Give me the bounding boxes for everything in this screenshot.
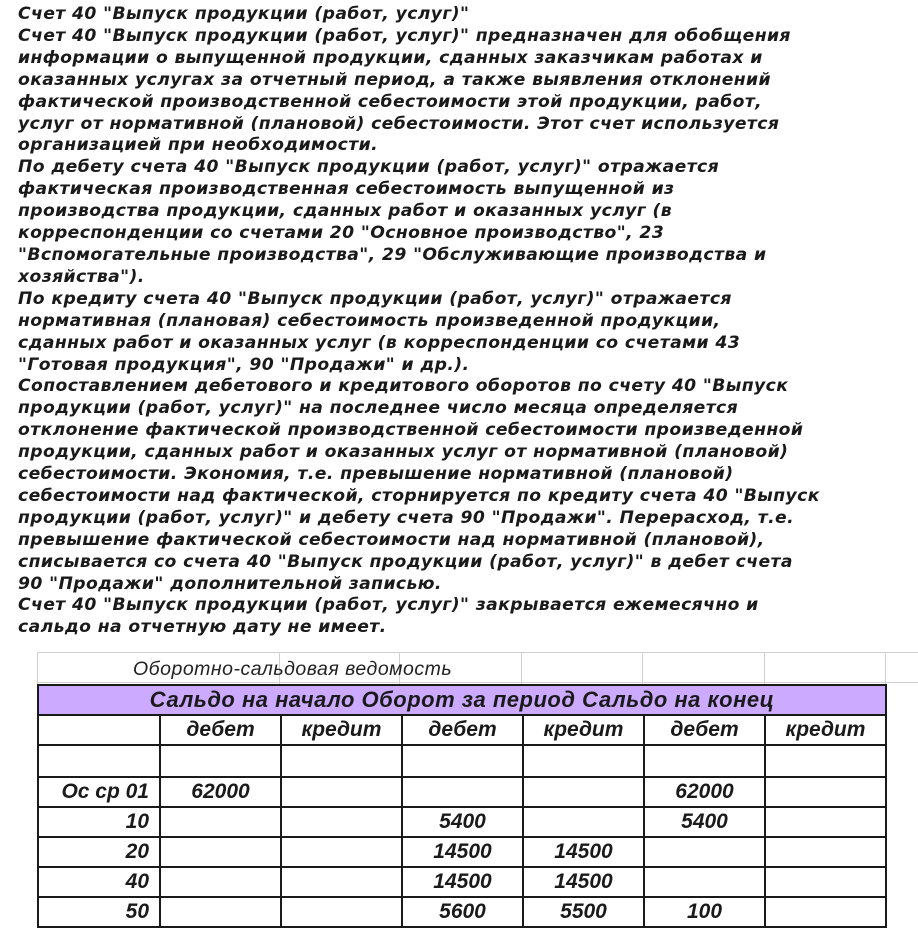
subheader-cell — [38, 715, 160, 745]
spreadsheet-area — [37, 652, 918, 923]
text-line: фактическая производственная себестоимость выпущенной из — [18, 179, 675, 200]
table-cell: 100 — [644, 897, 765, 927]
table-cell: 14500 — [523, 837, 644, 867]
table-cell — [523, 745, 644, 777]
table-cell — [160, 837, 281, 867]
subheader-cell: дебет — [160, 715, 281, 745]
table-row — [38, 867, 886, 897]
text-line: Счет 40 "Выпуск продукции (работ, услуг)" — [18, 4, 470, 24]
text-line: списывается со счета 40 "Выпуск продукции (работ, услуг)" в дебет счета — [18, 551, 793, 572]
document-text — [18, 4, 913, 639]
table-cell — [644, 867, 765, 897]
text-line: организацией при необходимости. — [18, 135, 379, 156]
table-cell — [281, 867, 402, 897]
table-row — [38, 777, 886, 807]
text-line: оказанных услугах за отчетный период, а также выявления отклонений — [18, 69, 771, 90]
table-cell — [281, 837, 402, 867]
table-cell — [160, 897, 281, 927]
text-line: себестоимости. Экономия, т.е. превышение нормативной (плановой) — [18, 464, 734, 485]
table-cell: 62000 — [160, 777, 281, 807]
table-cell: 14500 — [402, 837, 523, 867]
table-cell — [38, 745, 160, 777]
text-line: превышение фактической себестоимости над нормативной (плановой), — [18, 529, 765, 550]
table-row — [38, 837, 886, 867]
sheet-gridline — [885, 652, 886, 684]
subheader-cell: дебет — [644, 715, 765, 745]
table-cell — [281, 897, 402, 927]
table-cell — [765, 807, 886, 837]
text-line: продукции, сданных работ и оказанных услуг от нормативной (плановой) — [18, 442, 789, 463]
text-line: себестоимости над фактической, сторнируется по кредиту счета 40 "Выпуск — [18, 485, 820, 506]
table-header-row — [38, 685, 886, 715]
text-line: "Готовая продукция", 90 "Продажи" и др.). — [18, 354, 470, 375]
table-cell — [765, 777, 886, 807]
sheet-title: Оборотно-сальдовая ведомость — [133, 658, 453, 680]
table-cell — [281, 807, 402, 837]
row-label: 50 — [38, 897, 160, 927]
text-line: "Вспомогательные производства", 29 "Обслуживающие производства и — [18, 244, 767, 265]
text-line: нормативная (плановая) себестоимость произведенной продукции, — [18, 310, 721, 331]
table-cell: 5400 — [402, 807, 523, 837]
table-cell — [402, 777, 523, 807]
table-row — [38, 745, 886, 777]
table-row — [38, 807, 886, 837]
text-line: производства продукции, сданных работ и оказанных услуг (в — [18, 201, 673, 222]
table-cell: 5600 — [402, 897, 523, 927]
text-line: продукции (работ, услуг)" и дебету счета 90 "Продажи". Перерасход, т.е. — [18, 507, 795, 528]
table-subheader-row — [38, 715, 886, 745]
table-cell — [523, 777, 644, 807]
text-line: По кредиту счета 40 "Выпуск продукции (работ, услуг)" отражается — [18, 288, 732, 309]
table-cell — [402, 745, 523, 777]
table-cell: 5400 — [644, 807, 765, 837]
row-label: 40 — [38, 867, 160, 897]
table-cell — [765, 867, 886, 897]
table-cell — [765, 897, 886, 927]
sheet-gridline — [37, 652, 918, 653]
table-cell: 14500 — [523, 867, 644, 897]
text-line: услуг от нормативной (плановой) себестоимости. Этот счет используется — [18, 113, 780, 134]
table-cell: 14500 — [402, 867, 523, 897]
text-line: По дебету счета 40 "Выпуск продукции (работ, услуг)" отражается — [18, 157, 720, 178]
table-cell — [644, 745, 765, 777]
sheet-gridline — [642, 652, 643, 684]
table-cell — [281, 745, 402, 777]
sheet-gridline — [764, 652, 765, 684]
row-label: 20 — [38, 837, 160, 867]
sheet-gridline — [521, 652, 522, 684]
text-line: корреспонденции со счетами 20 "Основное производство", 23 — [18, 223, 665, 244]
table-cell — [523, 807, 644, 837]
text-line: Счет 40 "Выпуск продукции (работ, услуг)" предназначен для обобщения — [18, 25, 791, 46]
table-cell — [160, 807, 281, 837]
row-label: 10 — [38, 807, 160, 837]
table-cell — [281, 777, 402, 807]
table-cell — [160, 867, 281, 897]
table-cell: 62000 — [644, 777, 765, 807]
table-row — [38, 897, 886, 927]
sheet-gridline — [37, 682, 918, 683]
text-line: Сопоставлением дебетового и кредитового оборотов по счету 40 "Выпуск — [18, 376, 789, 397]
text-line: хозяйства"). — [18, 266, 145, 287]
subheader-cell: кредит — [281, 715, 402, 745]
text-line: сданных работ и оказанных услуг (в корреспонденции со счетами 43 — [18, 332, 741, 353]
balance-table — [37, 684, 887, 928]
row-label: Ос ср 01 — [38, 777, 160, 807]
text-line: продукции (работ, услуг)" на последнее число месяца определяется — [18, 398, 739, 419]
text-line: информации о выпущенной продукции, сданных заказчикам работах и — [18, 47, 763, 68]
header-cell: Сальдо на начало Оборот за период Сальдо на конец — [38, 685, 886, 715]
table-cell — [644, 837, 765, 867]
table-cell: 5500 — [523, 897, 644, 927]
subheader-cell: кредит — [765, 715, 886, 745]
table-cell — [765, 837, 886, 867]
table-cell — [160, 745, 281, 777]
text-line: Счет 40 "Выпуск продукции (работ, услуг)" закрывается ежемесячно и — [18, 595, 759, 616]
subheader-cell: дебет — [402, 715, 523, 745]
text-line: сальдо на отчетную дату не имеет. — [18, 617, 387, 638]
text-line: 90 "Продажи" дополнительной записью. — [18, 573, 442, 594]
text-line: отклонение фактической производственной себестоимости произведенной — [18, 420, 804, 441]
table-cell — [765, 745, 886, 777]
text-line: фактической производственной себестоимости этой продукции, работ, — [18, 91, 763, 112]
subheader-cell: кредит — [523, 715, 644, 745]
